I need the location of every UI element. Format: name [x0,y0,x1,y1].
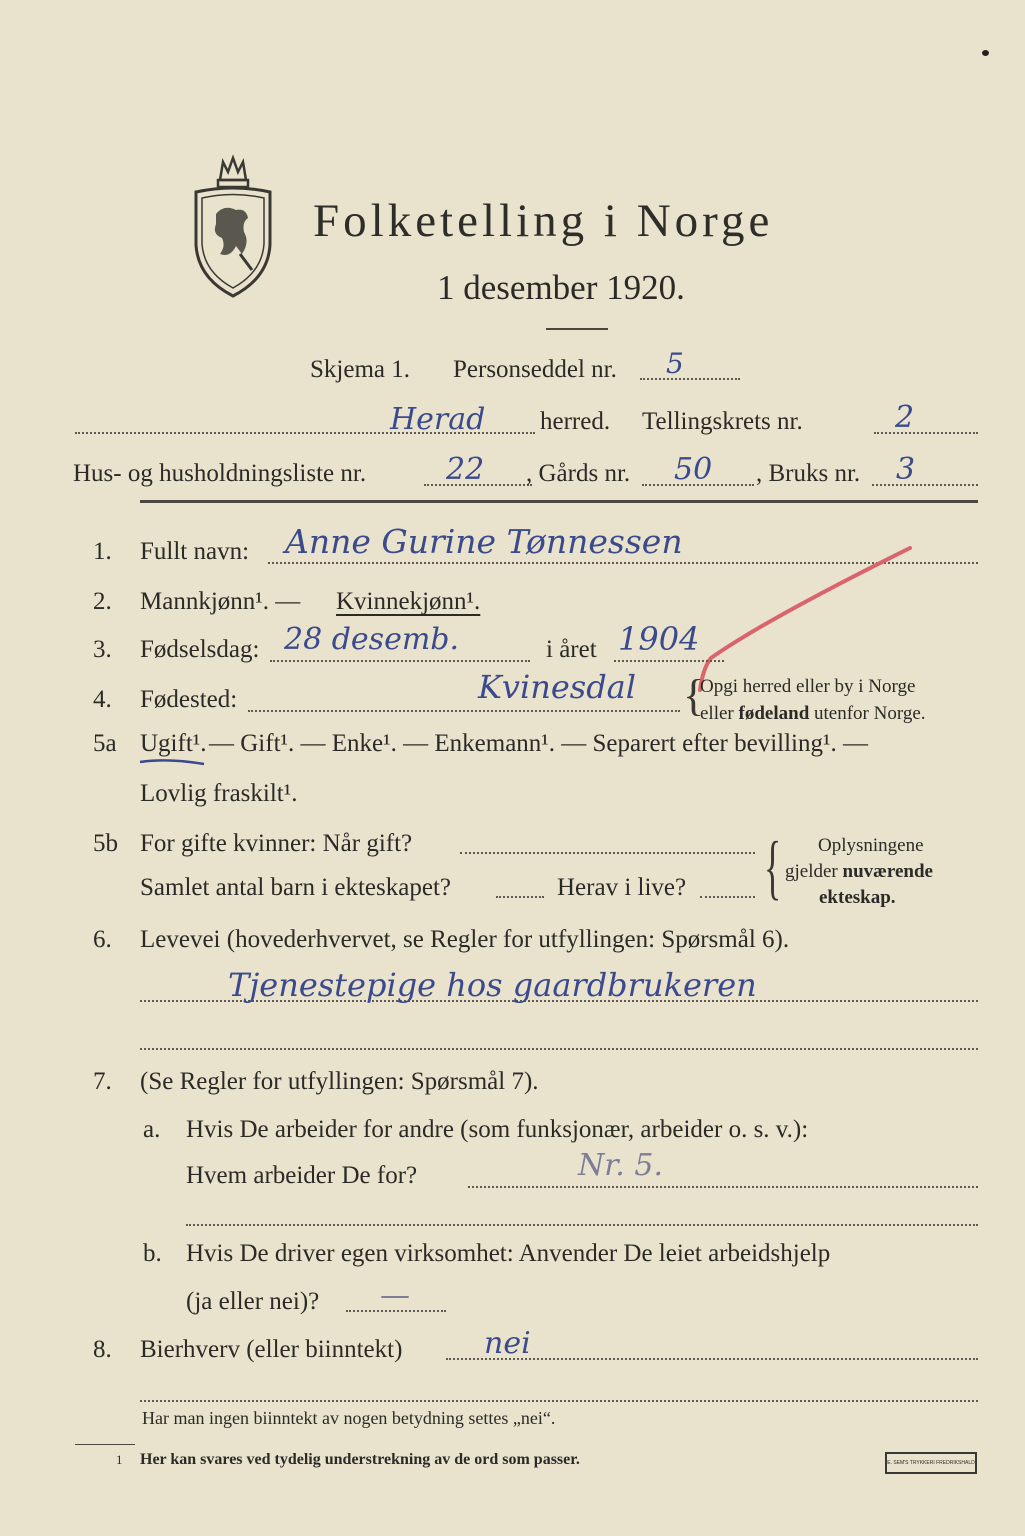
gards-label: , Gårds nr. [526,460,631,487]
q4-note-word-eller: eller [700,703,734,724]
q5b-barn-line [496,896,544,898]
personseddel-label: Personseddel nr. [453,356,617,383]
printer-stamp [885,1452,977,1474]
q7-label: (Se Regler for utfyllingen: Spørsmål 7). [140,1068,539,1095]
q8-label: Bierhverv (eller biinntekt) [140,1336,403,1363]
q4-label: Fødested: [140,686,238,713]
tellingskrets-label: Tellingskrets nr. [642,408,803,435]
q2-number: 2. [93,588,112,615]
q7a-line1: Hvis De arbeider for andre (som funksjonær, arbeider o. s. v.): [186,1116,809,1143]
printer-stamp-text: E. SEM'S TRYKKERI FREDRIKSHALD [887,1460,975,1466]
form-title: Folketelling i Norge [313,195,774,247]
gards-value[interactable]: 50 [674,452,713,487]
q5b-line1: For gifte kvinner: Når gift? [140,830,413,857]
q4-number: 4. [93,686,112,713]
q3-number: 3. [93,636,112,663]
q5a-ugift-underline [138,756,208,768]
bruks-line [872,484,978,486]
q5a-number: 5a [93,730,117,757]
q8-line2 [140,1400,978,1402]
q5b-note-word-nuvaerende: nuværende [842,861,933,882]
q3-label: Fødselsdag: [140,636,260,663]
q5b-note2 [785,861,933,883]
footnote-text: Her kan svares ved tydelig understrekning av de ord som passer. [140,1451,580,1468]
q5a-ugift-option[interactable]: Ugift¹. [140,730,207,757]
q4-note-line2 [700,703,926,725]
q5b-live-label: Herav i live? [557,874,687,901]
personseddel-value[interactable]: 5 [666,347,684,380]
q3-day-value[interactable]: 28 desemb. [284,622,460,657]
q3-aret-label: i året [546,636,597,663]
q4-note-line1: Opgi herred eller by i Norge [700,676,916,697]
hus-value[interactable]: 22 [446,452,485,487]
q1-value[interactable]: Anne Gurine Tønnessen [285,522,683,561]
skjema-label: Skjema 1. [310,356,410,383]
q5b-live-line [700,896,755,898]
herred-value[interactable]: Herad [390,402,486,437]
q7b-number: b. [143,1240,162,1267]
q7b-value[interactable]: — [380,1278,410,1313]
q4-note-word-fodeland: fødeland [738,703,810,724]
q5b-note3: ekteskap. [819,887,896,908]
q4-brace: { [683,671,705,720]
q1-number: 1. [93,538,112,565]
bruks-value[interactable]: 3 [896,452,916,487]
footer-note: Har man ingen biinntekt av nogen betydning settes „nei“. [142,1408,556,1428]
q2-mann-option[interactable]: Mannkjønn¹. — [140,588,301,615]
q5b-number: 5b [93,830,118,857]
q1-label: Fullt navn: [140,538,250,565]
q3-year-line [614,660,724,662]
form-date: 1 desember 1920. [437,268,685,307]
footnote-mark: 1 [116,1452,123,1467]
q7b-line1: Hvis De driver egen virksomhet: Anvender De leiet arbeidshjelp [186,1240,831,1267]
header-divider [140,500,978,503]
q7a-line2-extra [186,1224,978,1226]
herred-label: herred. [540,408,611,435]
bruks-label: , Bruks nr. [756,460,861,487]
q6-line2 [140,1048,978,1050]
personseddel-line [640,378,740,380]
q4-value[interactable]: Kvinesdal [478,668,636,706]
q4-line [248,710,680,712]
q7b-line2: (ja eller nei)? [186,1288,320,1315]
tellingskrets-line [874,432,978,434]
q6-value[interactable]: Tjenestepige hos gaardbrukeren [228,966,757,1004]
q5b-note-word-gjelder: gjelder [785,861,838,882]
q5b-note1: Oplysningene [818,835,924,856]
q7a-value[interactable]: Nr. 5. [578,1148,663,1183]
q7a-number: a. [143,1116,161,1143]
q5a-other-options[interactable]: — Gift¹. — Enke¹. — Enkemann¹. — Separert efter bevilling¹. — [209,730,868,757]
q6-label: Levevei (hovederhvervet, se Regler for utfyllingen: Spørsmål 6). [140,926,790,953]
q4-note-word-utenfor: utenfor Norge. [814,703,926,724]
q5b-barn-label: Samlet antal barn i ekteskapet? [140,874,451,901]
coat-of-arms-icon [190,150,276,300]
q8-number: 8. [93,1336,112,1363]
q7a-line [468,1186,978,1188]
q5a-fraskilt-option[interactable]: Lovlig fraskilt¹. [140,780,298,807]
footnote-divider [75,1444,135,1445]
q7a-line2: Hvem arbeider De for? [186,1162,418,1189]
q3-year-value[interactable]: 1904 [618,620,700,658]
q3-day-line [270,660,530,662]
tellingskrets-value[interactable]: 2 [895,400,915,435]
q5b-gift-line [460,852,755,854]
ink-dot [982,50,989,56]
q7-number: 7. [93,1068,112,1095]
title-divider [546,328,608,330]
hus-label: Hus- og husholdningsliste nr. [73,460,367,487]
q8-value[interactable]: nei [484,1326,531,1361]
q2-kvinne-option[interactable]: Kvinnekjønn¹. [336,588,481,615]
q6-number: 6. [93,926,112,953]
q5b-brace: { [764,827,782,907]
